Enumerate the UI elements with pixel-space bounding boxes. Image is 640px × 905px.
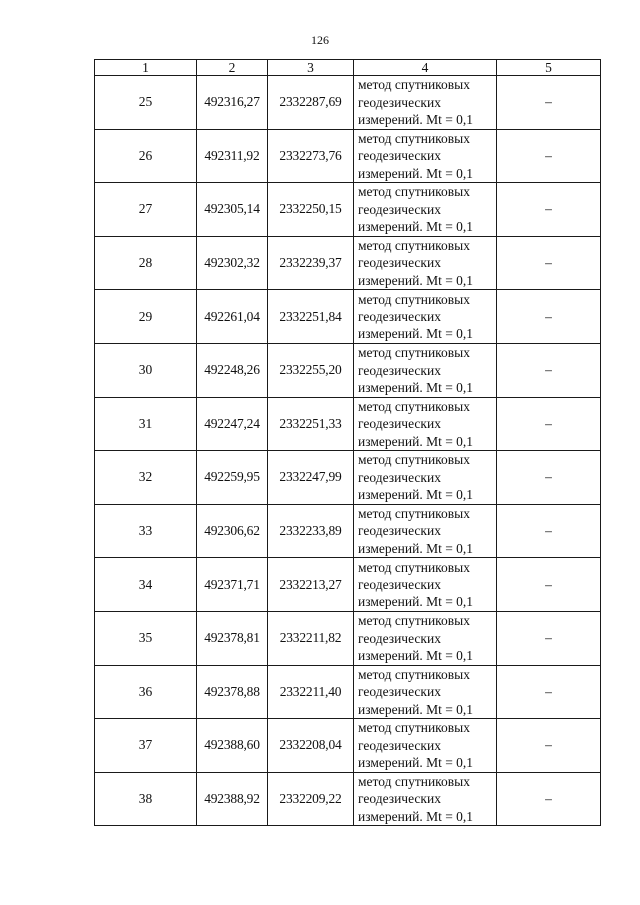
note-cell: – bbox=[497, 397, 601, 451]
method-line: измерений. Mt = 0,1 bbox=[358, 272, 474, 288]
method-line: измерений. Mt = 0,1 bbox=[358, 433, 474, 449]
table-row bbox=[95, 665, 601, 719]
method-line: метод спутниковых bbox=[358, 773, 470, 789]
point-number-cell: 36 bbox=[95, 665, 197, 719]
method-cell bbox=[354, 290, 497, 344]
table-body bbox=[95, 60, 601, 826]
y-coordinate-cell: 2332247,99 bbox=[268, 451, 354, 505]
table-header-row bbox=[95, 60, 601, 76]
x-coordinate-cell: 492388,60 bbox=[197, 719, 268, 773]
method-cell bbox=[354, 343, 497, 397]
method-line: метод спутниковых bbox=[358, 291, 470, 307]
y-coordinate-cell: 2332273,76 bbox=[268, 129, 354, 183]
method-line: метод спутниковых bbox=[358, 398, 470, 414]
method-line: геодезических bbox=[358, 469, 441, 485]
table-row bbox=[95, 129, 601, 183]
column-header-5: 5 bbox=[497, 60, 601, 76]
method-line: метод спутниковых bbox=[358, 237, 470, 253]
note-cell: – bbox=[497, 504, 601, 558]
note-cell: – bbox=[497, 665, 601, 719]
note-cell: – bbox=[497, 719, 601, 773]
method-cell bbox=[354, 236, 497, 290]
x-coordinate-cell: 492248,26 bbox=[197, 343, 268, 397]
method-cell bbox=[354, 719, 497, 773]
point-number-cell: 37 bbox=[95, 719, 197, 773]
method-line: метод спутниковых bbox=[358, 130, 470, 146]
table-row bbox=[95, 451, 601, 505]
table-row bbox=[95, 397, 601, 451]
note-cell: – bbox=[497, 343, 601, 397]
y-coordinate-cell: 2332255,20 bbox=[268, 343, 354, 397]
method-line: измерений. Mt = 0,1 bbox=[358, 755, 474, 771]
point-number-cell: 33 bbox=[95, 504, 197, 558]
method-line: измерений. Mt = 0,1 bbox=[358, 487, 474, 503]
x-coordinate-cell: 492378,81 bbox=[197, 611, 268, 665]
y-coordinate-cell: 2332250,15 bbox=[268, 183, 354, 237]
note-cell: – bbox=[497, 290, 601, 344]
method-line: геодезических bbox=[358, 416, 441, 432]
method-line: измерений. Mt = 0,1 bbox=[358, 112, 474, 127]
method-line: измерений. Mt = 0,1 bbox=[358, 165, 474, 181]
method-cell bbox=[354, 772, 497, 826]
note-cell: – bbox=[497, 772, 601, 826]
method-line: метод спутниковых bbox=[358, 77, 470, 93]
note-cell: – bbox=[497, 236, 601, 290]
method-cell bbox=[354, 665, 497, 719]
y-coordinate-cell: 2332208,04 bbox=[268, 719, 354, 773]
column-header-2: 2 bbox=[197, 60, 268, 76]
method-line: геодезических bbox=[358, 684, 441, 700]
method-line: измерений. Mt = 0,1 bbox=[358, 379, 474, 395]
x-coordinate-cell: 492388,92 bbox=[197, 772, 268, 826]
table-row bbox=[95, 343, 601, 397]
point-number-cell: 30 bbox=[95, 343, 197, 397]
x-coordinate-cell: 492311,92 bbox=[197, 129, 268, 183]
x-coordinate-cell: 492302,32 bbox=[197, 236, 268, 290]
y-coordinate-cell: 2332251,33 bbox=[268, 397, 354, 451]
method-line: метод спутниковых bbox=[358, 559, 470, 575]
method-line: метод спутниковых bbox=[358, 720, 470, 736]
note-cell: – bbox=[497, 76, 601, 130]
method-cell bbox=[354, 504, 497, 558]
method-line: измерений. Mt = 0,1 bbox=[358, 808, 474, 824]
table-row bbox=[95, 611, 601, 665]
y-coordinate-cell: 2332287,69 bbox=[268, 76, 354, 130]
method-cell bbox=[354, 129, 497, 183]
coordinates-table bbox=[94, 59, 601, 826]
table-row bbox=[95, 76, 601, 130]
method-line: геодезических bbox=[358, 576, 441, 592]
method-line: измерений. Mt = 0,1 bbox=[358, 326, 474, 342]
table-row bbox=[95, 719, 601, 773]
method-line: геодезических bbox=[358, 255, 441, 271]
point-number-cell: 28 bbox=[95, 236, 197, 290]
method-line: геодезических bbox=[358, 201, 441, 217]
method-line: измерений. Mt = 0,1 bbox=[358, 594, 474, 610]
point-number-cell: 31 bbox=[95, 397, 197, 451]
method-line: метод спутниковых bbox=[358, 345, 470, 361]
note-cell: – bbox=[497, 451, 601, 505]
page-number: 126 bbox=[311, 33, 329, 47]
note-cell: – bbox=[497, 558, 601, 612]
method-cell bbox=[354, 451, 497, 505]
table-row bbox=[95, 558, 601, 612]
note-cell: – bbox=[497, 611, 601, 665]
method-line: геодезических bbox=[358, 630, 441, 646]
method-line: геодезических bbox=[358, 523, 441, 539]
point-number-cell: 35 bbox=[95, 611, 197, 665]
method-line: измерений. Mt = 0,1 bbox=[358, 701, 474, 717]
point-number-cell: 25 bbox=[95, 76, 197, 130]
method-cell bbox=[354, 183, 497, 237]
x-coordinate-cell: 492371,71 bbox=[197, 558, 268, 612]
y-coordinate-cell: 2332213,27 bbox=[268, 558, 354, 612]
method-cell bbox=[354, 558, 497, 612]
method-cell bbox=[354, 611, 497, 665]
x-coordinate-cell: 492305,14 bbox=[197, 183, 268, 237]
column-header-4: 4 bbox=[354, 60, 497, 76]
point-number-cell: 29 bbox=[95, 290, 197, 344]
x-coordinate-cell: 492261,04 bbox=[197, 290, 268, 344]
method-line: геодезических bbox=[358, 791, 441, 807]
method-line: геодезических bbox=[358, 148, 441, 164]
point-number-cell: 26 bbox=[95, 129, 197, 183]
method-line: метод спутниковых bbox=[358, 452, 470, 468]
method-cell bbox=[354, 76, 497, 130]
point-number-cell: 27 bbox=[95, 183, 197, 237]
y-coordinate-cell: 2332209,22 bbox=[268, 772, 354, 826]
method-line: измерений. Mt = 0,1 bbox=[358, 647, 474, 663]
method-line: метод спутниковых bbox=[358, 505, 470, 521]
method-line: геодезических bbox=[358, 94, 441, 110]
x-coordinate-cell: 492378,88 bbox=[197, 665, 268, 719]
point-number-cell: 38 bbox=[95, 772, 197, 826]
method-line: метод спутниковых bbox=[358, 613, 470, 629]
y-coordinate-cell: 2332239,37 bbox=[268, 236, 354, 290]
table-row bbox=[95, 772, 601, 826]
method-line: геодезических bbox=[358, 362, 441, 378]
x-coordinate-cell: 492316,27 bbox=[197, 76, 268, 130]
table-row bbox=[95, 183, 601, 237]
method-line: геодезических bbox=[358, 737, 441, 753]
x-coordinate-cell: 492259,95 bbox=[197, 451, 268, 505]
x-coordinate-cell: 492306,62 bbox=[197, 504, 268, 558]
note-cell: – bbox=[497, 183, 601, 237]
column-header-3: 3 bbox=[268, 60, 354, 76]
note-cell: – bbox=[497, 129, 601, 183]
method-line: измерений. Mt = 0,1 bbox=[358, 219, 474, 235]
y-coordinate-cell: 2332233,89 bbox=[268, 504, 354, 558]
method-line: метод спутниковых bbox=[358, 666, 470, 682]
point-number-cell: 32 bbox=[95, 451, 197, 505]
method-cell bbox=[354, 397, 497, 451]
table-row bbox=[95, 504, 601, 558]
y-coordinate-cell: 2332211,82 bbox=[268, 611, 354, 665]
table-row bbox=[95, 290, 601, 344]
method-line: метод спутниковых bbox=[358, 184, 470, 200]
method-line: измерений. Mt = 0,1 bbox=[358, 540, 474, 556]
method-line: геодезических bbox=[358, 308, 441, 324]
y-coordinate-cell: 2332211,40 bbox=[268, 665, 354, 719]
point-number-cell: 34 bbox=[95, 558, 197, 612]
table-row bbox=[95, 236, 601, 290]
column-header-1: 1 bbox=[95, 60, 197, 76]
x-coordinate-cell: 492247,24 bbox=[197, 397, 268, 451]
y-coordinate-cell: 2332251,84 bbox=[268, 290, 354, 344]
